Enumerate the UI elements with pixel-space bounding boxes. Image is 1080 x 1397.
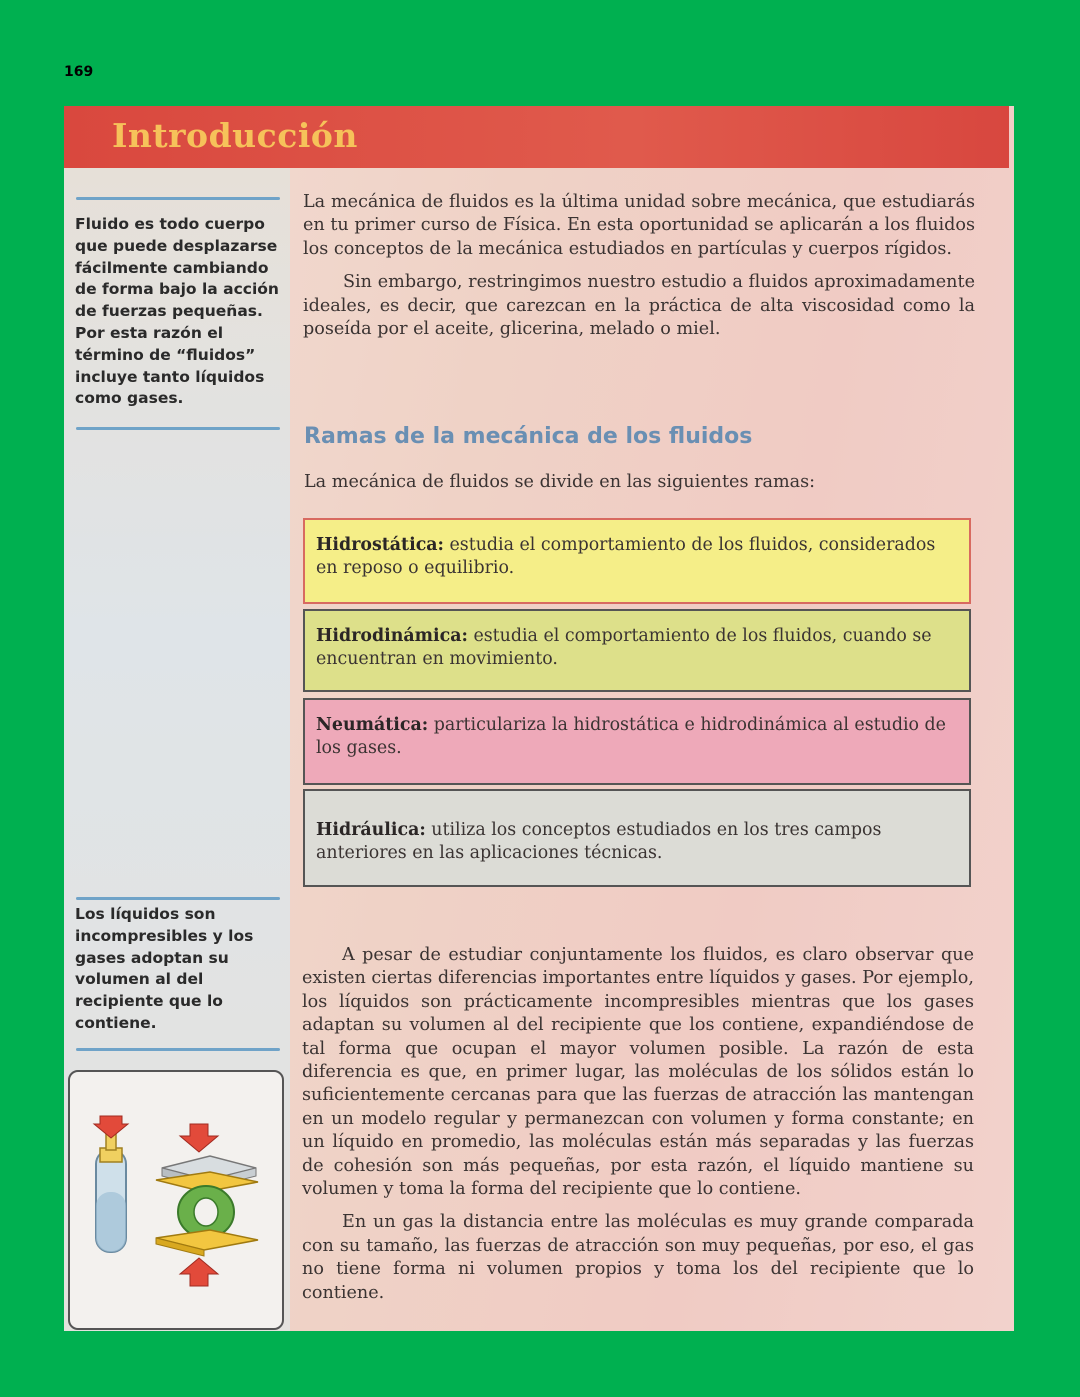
compression-illustration (68, 1070, 284, 1330)
intro-text (303, 191, 975, 341)
section-heading: Ramas de la mecánica de los fluidos (304, 424, 753, 449)
branch-description: estudia el comportamiento de los fluidos, cuando se encuentran en movimiento. (316, 626, 932, 670)
branch-description: particulariza la hidrostática e hidrodinámica al estudio de los gases. (316, 715, 946, 759)
chapter-header (64, 106, 1009, 168)
section-intro: La mecánica de fluidos se divide en las siguientes ramas: (304, 472, 816, 492)
branch-hidraulica (303, 789, 971, 887)
branch-hidrodinamica (303, 609, 971, 692)
sidebar-note-fluid-definition: Fluido es todo cuerpo que puede desplazarse fácilmente cambiando de forma bajo la acción de fuerzas pequeñas. Por esta razón el término de “fluidos” incluye tanto líquidos como gases. (75, 215, 279, 408)
sidebar-rule (76, 897, 280, 900)
chapter-title: Introducción (112, 116, 358, 155)
branch-description: utiliza los conceptos estudiados en los tres campos anteriores en las aplicaciones técnicas. (316, 820, 882, 864)
sidebar-note-liquids-gases: Los líquidos son incompresibles y los gases adoptan su volumen al del recipiente que lo contiene. (75, 905, 254, 1032)
branch-neumatica (303, 698, 971, 785)
sidebar-rule (76, 427, 280, 430)
branch-term: Hidráulica: (316, 820, 426, 840)
compression-diagram-icon (70, 1072, 282, 1328)
branch-hidrostatica (303, 518, 971, 604)
paragraph-liquids-vs-gases: A pesar de estudiar conjuntamente los fluidos, es claro observar que existen ciertas diferencias importantes entre líquidos y gases. Por ejemplo, los líquidos son prácticamente incompresibles mientras que los gases adaptan su volumen al del recipiente que los contiene, expandiéndose de tal forma que ocupan el mayor volumen posible. La razón de esta diferencia es que, en primer lugar, las moléculas de los sólidos están lo suficientemente cercanas para que las fuerzas de atracción las mantengan en un modelo regular y permanezcan con volumen y forma constante; en un líquido en promedio, las moléculas están más separadas y las fuerzas de cohesión son más pequeñas, por esta razón, el líquido mantiene su volumen y toma la forma del recipiente que lo contiene. (302, 945, 974, 1200)
branch-term: Hidrodinámica: (316, 626, 468, 646)
sidebar-rule (76, 197, 280, 200)
paragraph-ideal-fluids: Sin embargo, restringimos nuestro estudio a fluidos aproximadamente ideales, es decir, que carezcan en la práctica de alta viscosidad como la poseída por el aceite, glicerina, melado o miel. (303, 272, 975, 340)
paragraph-gas-molecules: En un gas la distancia entre las moléculas es muy grande comparada con su tamaño, las fuerzas de atracción son muy pequeñas, por eso, el gas no tiene forma ni volumen propios y toma los del recipiente que lo contiene. (302, 1212, 974, 1303)
branch-term: Neumática: (316, 715, 429, 735)
sidebar-rule (76, 1048, 280, 1051)
branch-description: estudia el comportamiento de los fluidos, considerados en reposo o equilibrio. (316, 535, 936, 579)
paragraph-intro: La mecánica de fluidos es la última unidad sobre mecánica, que estudiarás en tu primer curso de Física. En esta oportunidad se aplicarán a los fluidos los conceptos de la mecánica estudiados en partículas y cuerpos rígidos. (303, 192, 975, 259)
branch-term: Hidrostática: (316, 535, 444, 555)
textbook-page (64, 106, 1014, 1331)
differences-text (302, 944, 974, 1305)
page-number: 169 (64, 64, 94, 80)
sidebar (64, 168, 290, 1331)
